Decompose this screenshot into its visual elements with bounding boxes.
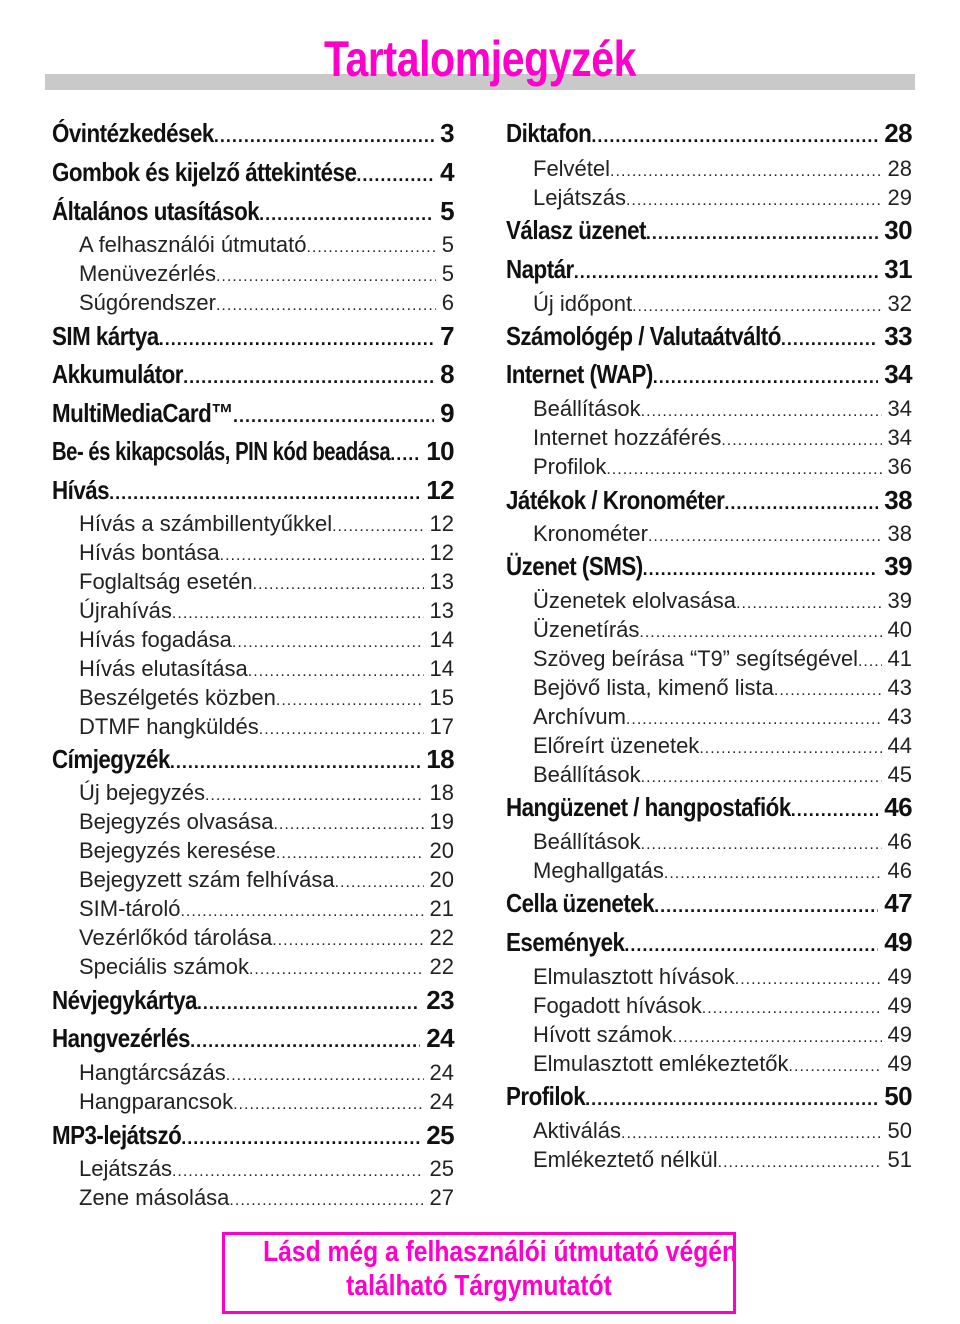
toc-leader-dots [643, 551, 879, 582]
toc-page-number: 24 [426, 1023, 454, 1053]
toc-entry[interactable] [52, 656, 454, 682]
toc-page-number: 3 [440, 118, 454, 148]
toc-leader-dots [181, 1120, 420, 1151]
toc-leader-dots [190, 1023, 420, 1054]
toc-entry-label: Diktafon [506, 118, 592, 148]
toc-entry[interactable] [52, 925, 454, 951]
toc-leader-dots [332, 511, 423, 537]
toc-entry[interactable] [52, 1120, 454, 1150]
toc-entry-label: Felvétel [533, 156, 611, 181]
toc-entry-label: Üzenetek elolvasása [533, 588, 737, 613]
toc-entry[interactable] [506, 1081, 912, 1111]
toc-page-number: 49 [884, 927, 912, 957]
toc-entry[interactable] [52, 290, 454, 316]
toc-leader-dots [233, 1089, 423, 1115]
toc-page-number: 17 [429, 714, 454, 739]
toc-entry[interactable] [506, 551, 912, 581]
toc-leader-dots [249, 954, 424, 980]
toc-leader-dots [306, 232, 435, 258]
toc-leader-dots [276, 838, 424, 864]
toc-page-number: 28 [887, 156, 912, 181]
toc-entry-label: Elmulasztott hívások [533, 964, 735, 989]
toc-entry-label: Óvintézkedések [52, 118, 214, 148]
toc-page-number: 12 [429, 511, 454, 536]
toc-entry[interactable] [506, 733, 912, 759]
toc-entry[interactable] [506, 291, 912, 317]
toc-entry-label: Beállítások [533, 396, 641, 421]
toc-entry-label: Hívás elutasítása [79, 656, 248, 681]
toc-entry[interactable] [52, 196, 454, 226]
index-note-box [222, 1232, 736, 1314]
toc-page-number: 9 [440, 398, 454, 428]
toc-page-number: 10 [426, 436, 454, 466]
toc-leader-dots [183, 359, 434, 390]
toc-entry[interactable] [52, 398, 454, 428]
toc-entry[interactable] [52, 475, 454, 505]
toc-entry-label: Újrahívás [79, 598, 172, 623]
toc-entry-label: Kronométer [533, 521, 648, 546]
toc-page-number: 44 [887, 733, 912, 758]
toc-page-number: 25 [426, 1120, 454, 1150]
toc-entry-label: Hívott számok [533, 1022, 673, 1047]
toc-page-number: 22 [429, 925, 454, 950]
toc-entry[interactable] [506, 762, 912, 788]
toc-entry[interactable] [52, 1156, 454, 1182]
toc-leader-dots [639, 617, 881, 643]
toc-leader-dots [626, 185, 882, 211]
toc-page-number: 46 [887, 858, 912, 883]
toc-entry-label: Előreírt üzenetek [533, 733, 700, 758]
toc-page-number: 49 [887, 993, 912, 1018]
toc-entry-label: Vezérlőkód tárolása [79, 925, 273, 950]
toc-entry[interactable] [506, 646, 912, 672]
toc-entry-label: Lejátszás [79, 1156, 172, 1181]
toc-leader-dots [591, 118, 878, 149]
toc-entry-label: Hívás a számbillentyűkkel [79, 511, 333, 536]
toc-page-number: 27 [429, 1185, 454, 1210]
toc-entry[interactable] [52, 1023, 454, 1053]
toc-entry[interactable] [506, 927, 912, 957]
toc-page-number: 24 [429, 1060, 454, 1085]
toc-entry-label: SIM-tároló [79, 896, 181, 921]
toc-entry-label: Menüvezérlés [79, 261, 216, 286]
toc-entry[interactable] [506, 454, 912, 480]
toc-entry[interactable] [52, 867, 454, 893]
toc-page-number: 49 [887, 1022, 912, 1047]
toc-entry[interactable] [506, 1022, 912, 1048]
toc-page-number: 23 [426, 985, 454, 1015]
toc-entry[interactable] [506, 1147, 912, 1173]
toc-entry-label: Fogadott hívások [533, 993, 702, 1018]
toc-leader-dots [233, 398, 434, 429]
toc-page-number: 5 [441, 261, 454, 286]
toc-leader-dots [702, 993, 882, 1019]
toc-page-number: 25 [429, 1156, 454, 1181]
toc-leader-dots [109, 475, 420, 506]
toc-page-number: 8 [440, 359, 454, 389]
toc-page-number: 18 [426, 744, 454, 774]
toc-page-number: 30 [884, 215, 912, 245]
toc-page-number: 13 [429, 598, 454, 623]
toc-entry[interactable] [506, 521, 912, 547]
toc-leader-dots [606, 454, 881, 480]
toc-page-number: 15 [429, 685, 454, 710]
toc-leader-dots [641, 829, 882, 855]
toc-entry-label: Bejövő lista, kimenő lista [533, 675, 774, 700]
toc-page-number: 33 [884, 321, 912, 351]
toc-entry-label: Profilok [533, 454, 607, 479]
toc-leader-dots [253, 569, 424, 595]
toc-entry[interactable] [506, 425, 912, 451]
toc-leader-dots [585, 1081, 878, 1112]
toc-page-number: 7 [440, 321, 454, 351]
toc-page-number: 12 [426, 475, 454, 505]
toc-entry-label: Akkumulátor [52, 359, 184, 389]
toc-entry-label: Naptár [506, 254, 574, 284]
toc-entry-label: Hangparancsok [79, 1089, 234, 1114]
toc-entry-label: SIM kártya [52, 321, 159, 351]
toc-leader-dots [172, 1156, 424, 1182]
toc-page-number: 28 [884, 118, 912, 148]
toc-page-number: 46 [887, 829, 912, 854]
toc-leader-dots [216, 261, 436, 287]
toc-page-number: 45 [887, 762, 912, 787]
toc-entry-label: Új bejegyzés [79, 780, 205, 805]
toc-entry[interactable] [506, 617, 912, 643]
toc-leader-dots [664, 858, 882, 884]
toc-page-number: 5 [441, 232, 454, 257]
toc-leader-dots [273, 809, 423, 835]
toc-leader-dots [646, 215, 878, 246]
toc-page-number: 38 [884, 485, 912, 515]
toc-entry[interactable] [52, 780, 454, 806]
toc-entry[interactable] [52, 569, 454, 595]
toc-leader-dots [736, 588, 882, 614]
toc-entry-label: Beállítások [533, 829, 641, 854]
toc-page-number: 38 [887, 521, 912, 546]
toc-leader-dots [216, 290, 436, 316]
toc-page-number: 18 [429, 780, 454, 805]
toc-entry-label: A felhasználói útmutató [79, 232, 307, 257]
toc-entry-label: Hívás bontása [79, 540, 220, 565]
page-title: Tartalomjegyzék [323, 31, 637, 87]
toc-page-number: 5 [440, 196, 454, 226]
toc-entry[interactable] [506, 993, 912, 1019]
toc-page-number: 14 [429, 656, 454, 681]
toc-page-number: 22 [429, 954, 454, 979]
toc-leader-dots [197, 985, 420, 1016]
toc-entry-label: Általános utasítások [52, 196, 260, 226]
toc-entry[interactable] [52, 321, 454, 351]
toc-leader-dots [653, 359, 878, 390]
toc-entry-label: Meghallgatás [533, 858, 664, 883]
toc-leader-dots [724, 485, 878, 516]
toc-leader-dots [205, 780, 424, 806]
toc-entry-label: Bejegyzés olvasása [79, 809, 274, 834]
toc-entry[interactable] [506, 792, 912, 822]
toc-entry-label: Internet (WAP) [506, 359, 653, 389]
toc-entry[interactable] [52, 598, 454, 624]
toc-leader-dots [610, 156, 881, 182]
toc-page-number: 49 [887, 1051, 912, 1076]
toc-leader-dots [248, 656, 424, 682]
toc-leader-dots [858, 646, 882, 672]
toc-page-number: 43 [887, 704, 912, 729]
toc-entry[interactable] [506, 396, 912, 422]
toc-page-number: 34 [887, 396, 912, 421]
toc-leader-dots [159, 321, 434, 352]
toc-entry[interactable] [52, 436, 454, 466]
toc-entry-label: Bejegyzett szám felhívása [79, 867, 335, 892]
toc-page-number: 29 [887, 185, 912, 210]
toc-leader-dots [214, 118, 434, 149]
toc-entry[interactable] [506, 588, 912, 614]
toc-entry-label: Hívás fogadása [79, 627, 232, 652]
toc-entry[interactable] [52, 685, 454, 711]
toc-leader-dots [356, 157, 434, 188]
toc-entry-label: Üzenet (SMS) [506, 551, 643, 581]
toc-page-number: 36 [887, 454, 912, 479]
toc-page-number: 50 [887, 1118, 912, 1143]
toc-entry-label: Bejegyzés keresése [79, 838, 276, 863]
toc-entry-label: Zene másolása [79, 1185, 230, 1210]
toc-entry-label: Új időpont [533, 291, 633, 316]
toc-entry-label: Profilok [506, 1081, 586, 1111]
toc-entry-label: Szöveg beírása “T9” segítségével [533, 646, 858, 671]
toc-leader-dots [735, 964, 882, 990]
toc-entry-label: Üzenetírás [533, 617, 640, 642]
toc-entry[interactable] [506, 254, 912, 284]
toc-entry[interactable] [506, 675, 912, 701]
toc-page-number: 31 [884, 254, 912, 284]
toc-entry[interactable] [506, 1051, 912, 1077]
toc-entry-label: Foglaltság esetén [79, 569, 253, 594]
toc-entry-label: Beállítások [533, 762, 641, 787]
toc-entry-label: Hívás [52, 475, 110, 505]
toc-leader-dots [626, 704, 882, 730]
toc-leader-dots [226, 1060, 424, 1086]
toc-entry-label: Események [506, 927, 625, 957]
toc-leader-dots [232, 627, 424, 653]
toc-page-number: 51 [887, 1147, 912, 1172]
toc-page-number: 34 [887, 425, 912, 450]
toc-leader-dots [654, 888, 878, 919]
toc-entry[interactable] [52, 714, 454, 740]
toc-entry[interactable] [52, 744, 454, 774]
toc-leader-dots [781, 321, 878, 352]
toc-entry[interactable] [52, 1089, 454, 1115]
toc-entry[interactable] [506, 829, 912, 855]
toc-leader-dots [641, 762, 882, 788]
toc-leader-dots [229, 1185, 423, 1211]
toc-entry[interactable] [52, 1060, 454, 1086]
toc-page-number: 39 [884, 551, 912, 581]
toc-leader-dots [172, 598, 424, 624]
toc-entry[interactable] [506, 321, 912, 351]
toc-leader-dots [621, 1118, 881, 1144]
toc-entry-label: Hangtárcsázás [79, 1060, 226, 1085]
toc-page-number: 50 [884, 1081, 912, 1111]
toc-entry[interactable] [52, 809, 454, 835]
toc-entry[interactable] [52, 985, 454, 1015]
toc-page-number: 13 [429, 569, 454, 594]
toc-entry[interactable] [52, 627, 454, 653]
toc-page-number: 19 [429, 809, 454, 834]
toc-entry[interactable] [506, 359, 912, 389]
toc-entry-label: Válasz üzenet [506, 215, 646, 245]
toc-leader-dots [789, 1051, 882, 1077]
toc-page-number: 43 [887, 675, 912, 700]
toc-entry-label: Súgórendszer [79, 290, 216, 315]
toc-page-number: 47 [884, 888, 912, 918]
toc-entry-label: Archívum [533, 704, 626, 729]
toc-entry[interactable] [52, 954, 454, 980]
toc-leader-dots [259, 196, 434, 227]
toc-entry-label: DTMF hangküldés [79, 714, 259, 739]
toc-entry-label: Hangüzenet / hangpostafiók [506, 792, 791, 822]
toc-leader-dots [791, 792, 879, 823]
toc-entry[interactable] [52, 540, 454, 566]
toc-page-number: 49 [887, 964, 912, 989]
toc-entry-label: Elmulasztott emlékeztetők [533, 1051, 789, 1076]
toc-leader-dots [220, 540, 424, 566]
toc-entry-label: Speciális számok [79, 954, 249, 979]
toc-leader-dots [574, 254, 879, 285]
toc-leader-dots [180, 896, 423, 922]
toc-entry[interactable] [52, 232, 454, 258]
toc-entry[interactable] [506, 858, 912, 884]
toc-entry[interactable] [506, 485, 912, 515]
toc-entry[interactable] [506, 156, 912, 182]
toc-entry-label: Lejátszás [533, 185, 626, 210]
toc-page-number: 24 [429, 1089, 454, 1114]
toc-page-number: 39 [887, 588, 912, 613]
toc-entry[interactable] [52, 118, 454, 148]
toc-entry-label: MultiMediaCard™ [52, 398, 234, 428]
toc-leader-dots [774, 675, 882, 701]
toc-page-number: 34 [884, 359, 912, 389]
toc-entry[interactable] [506, 888, 912, 918]
toc-entry-label: Játékok / Kronométer [506, 485, 725, 515]
toc-entry[interactable] [52, 261, 454, 287]
toc-entry-label: Címjegyzék [52, 744, 170, 774]
toc-leader-dots [699, 733, 881, 759]
toc-page-number: 14 [429, 627, 454, 652]
toc-entry[interactable] [506, 118, 912, 148]
toc-entry-label: Aktiválás [533, 1118, 622, 1143]
toc-entry[interactable] [52, 896, 454, 922]
toc-leader-dots [641, 396, 882, 422]
toc-page-number: 20 [429, 867, 454, 892]
toc-leader-dots [259, 714, 424, 740]
toc-entry-label: Számológép / Valutaátváltó [506, 321, 781, 351]
toc-leader-dots [721, 425, 881, 451]
toc-entry[interactable] [52, 838, 454, 864]
toc-entry-label: Be- és kikapcsolás, PIN kód beadása [52, 436, 391, 466]
toc-entry[interactable] [506, 964, 912, 990]
note-line-1: Lásd még a felhasználói útmutató végén [263, 1236, 738, 1268]
toc-entry[interactable] [52, 359, 454, 389]
toc-entry-label: Beszélgetés közben [79, 685, 276, 710]
toc-page-number: 40 [887, 617, 912, 642]
toc-entry[interactable] [506, 215, 912, 245]
toc-entry-label: Névjegykártya [52, 985, 197, 1015]
toc-leader-dots [624, 927, 878, 958]
note-line-2: található Tárgymutatót [346, 1270, 612, 1302]
toc-page-number: 6 [441, 290, 454, 315]
toc-leader-dots [718, 1147, 882, 1173]
toc-entry[interactable] [506, 185, 912, 211]
toc-leader-dots [170, 744, 420, 775]
toc-entry[interactable] [52, 157, 454, 187]
toc-leader-dots [276, 685, 424, 711]
toc-leader-dots [390, 436, 420, 467]
toc-entry[interactable] [506, 704, 912, 730]
toc-page-number: 20 [429, 838, 454, 863]
toc-page-number: 21 [429, 896, 454, 921]
toc-entry-label: Hangvezérlés [52, 1023, 190, 1053]
toc-entry[interactable] [52, 511, 454, 537]
toc-leader-dots [632, 291, 881, 317]
toc-entry-label: MP3-lejátszó [52, 1120, 182, 1150]
toc-leader-dots [335, 867, 424, 893]
toc-entry[interactable] [52, 1185, 454, 1211]
toc-page-number: 46 [884, 792, 912, 822]
toc-leader-dots [272, 925, 423, 951]
toc-entry-label: Internet hozzáférés [533, 425, 722, 450]
toc-entry-label: Cella üzenetek [506, 888, 655, 918]
toc-page-number: 32 [887, 291, 912, 316]
toc-page-number: 41 [887, 646, 912, 671]
toc-entry-label: Emlékeztető nélkül [533, 1147, 718, 1172]
toc-leader-dots [672, 1022, 881, 1048]
toc-page-number: 12 [429, 540, 454, 565]
toc-entry[interactable] [506, 1118, 912, 1144]
toc-page-number: 4 [440, 157, 454, 187]
toc-entry-label: Gombok és kijelző áttekintése [52, 157, 357, 187]
toc-leader-dots [648, 521, 882, 547]
